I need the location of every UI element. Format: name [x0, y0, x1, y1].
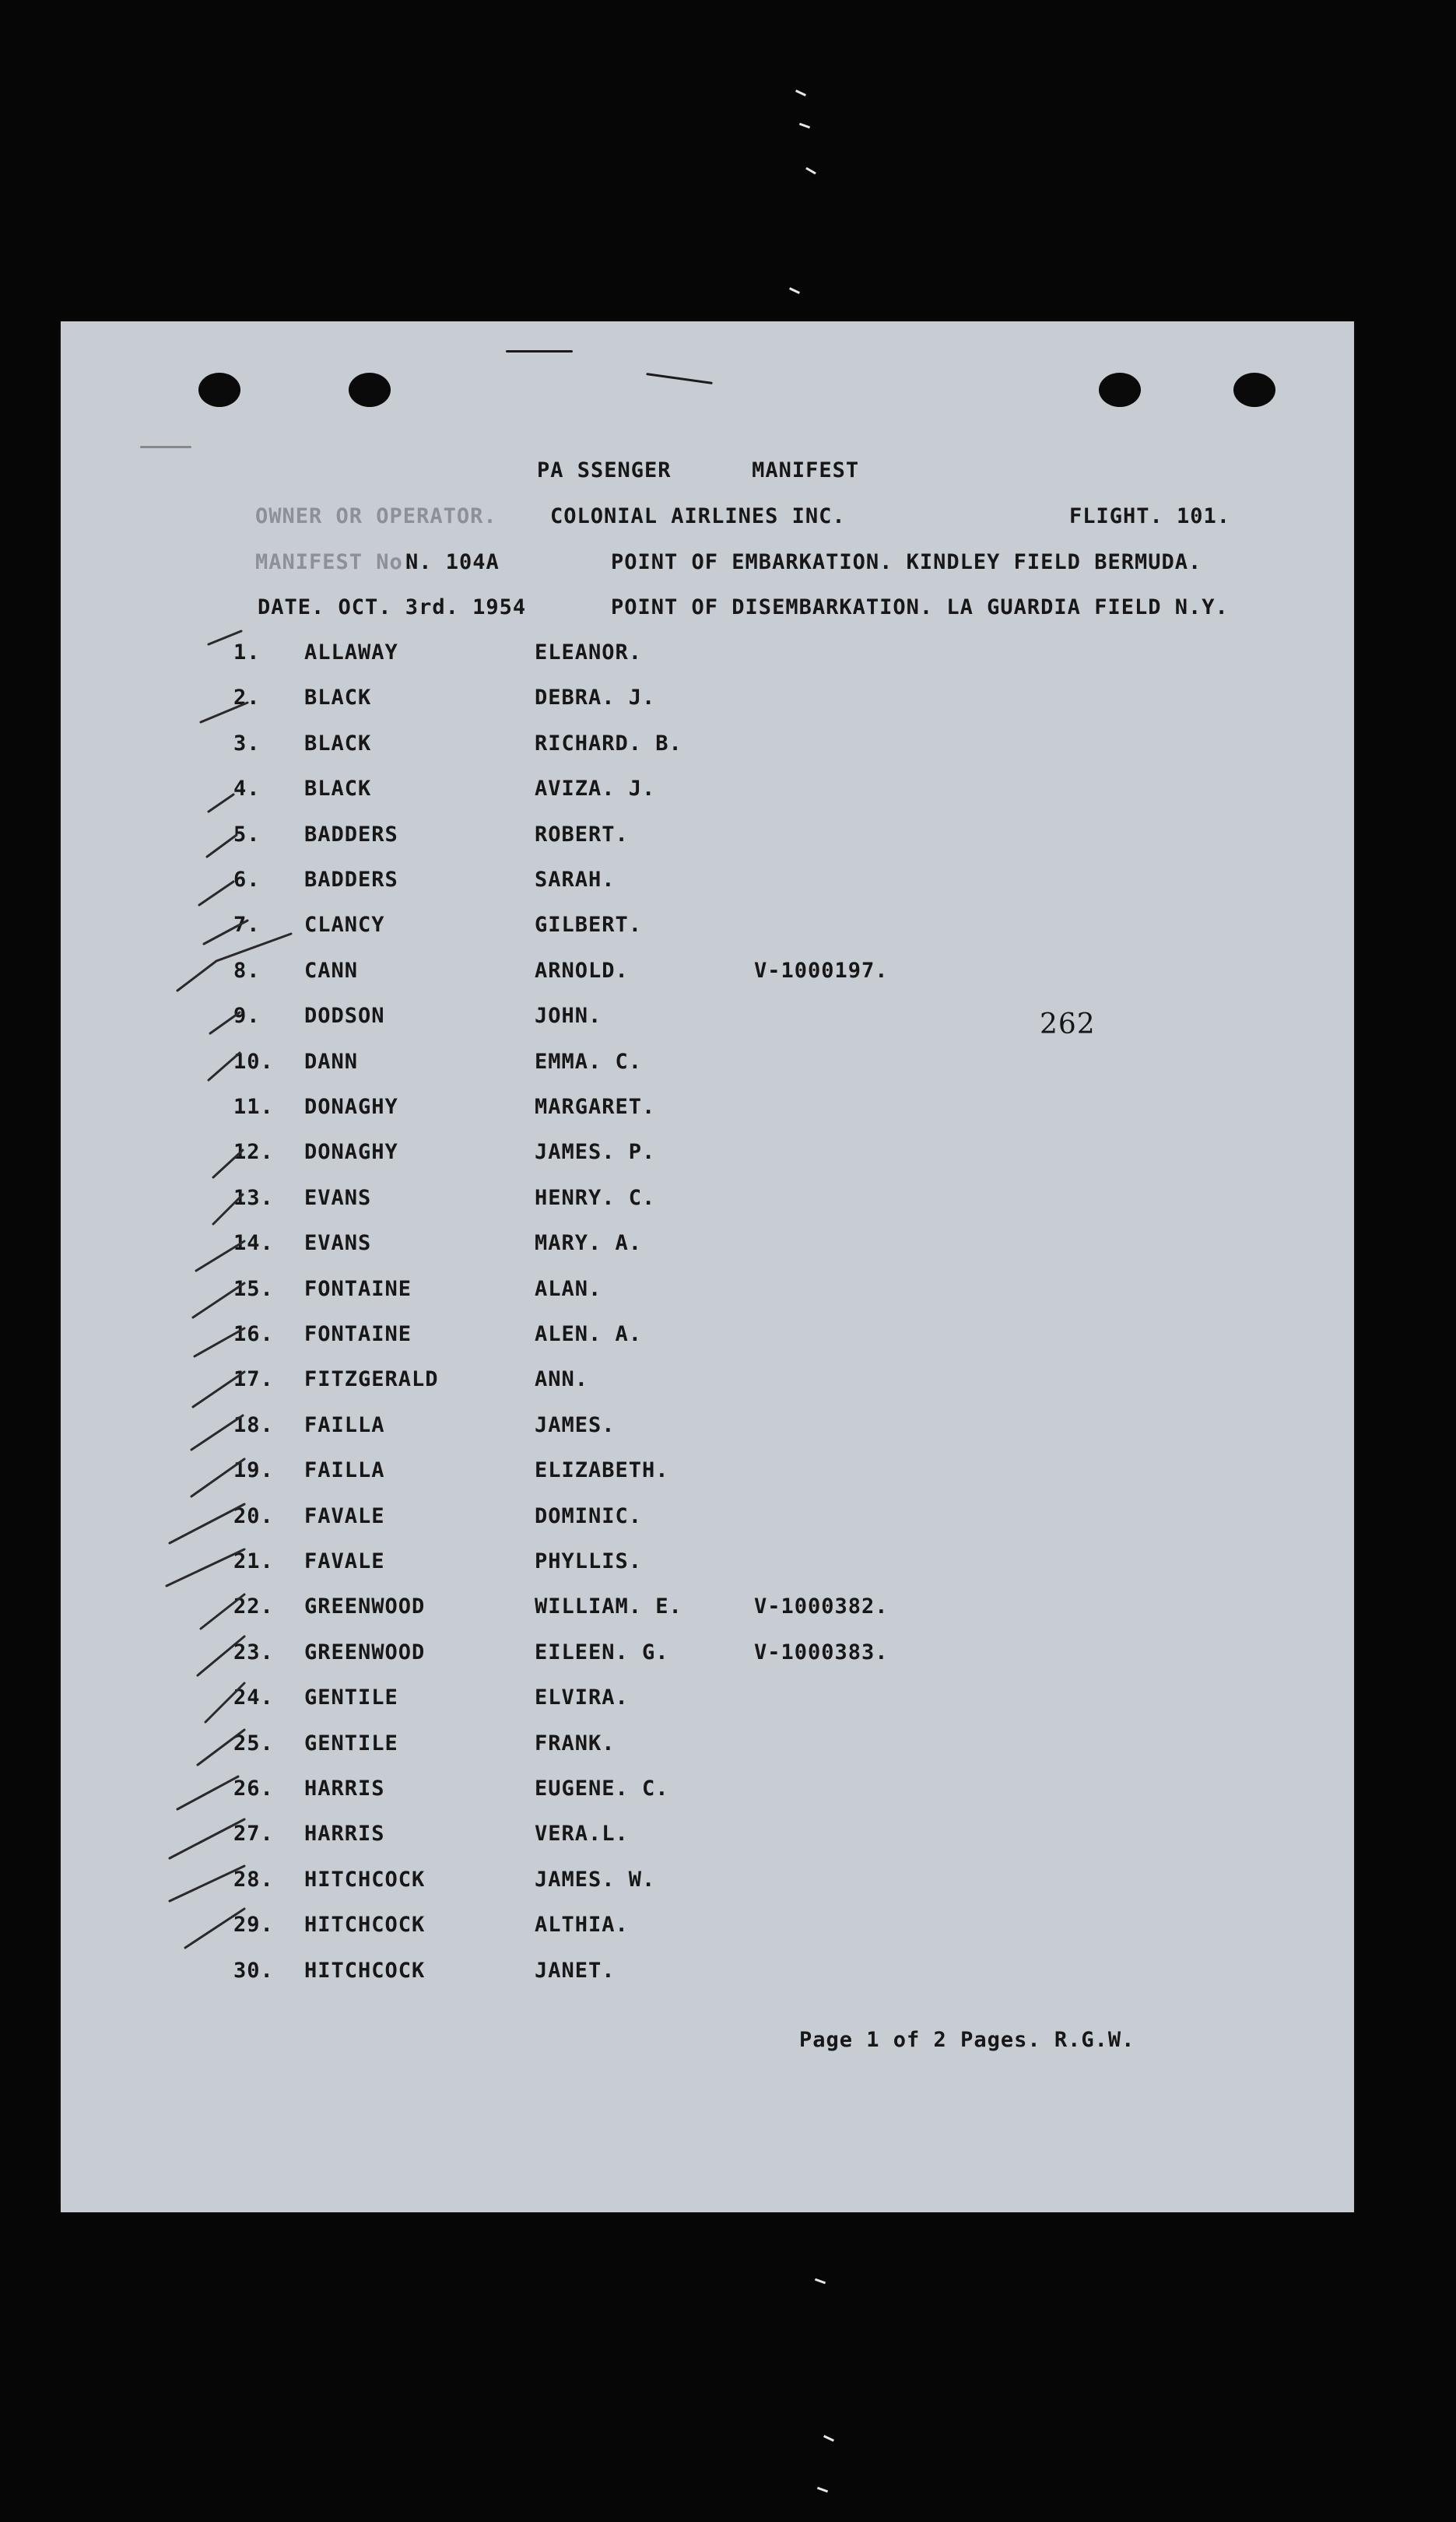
passenger-surname: GENTILE: [304, 1685, 398, 1710]
passenger-given-name: HENRY. C.: [535, 1186, 656, 1210]
page-stamp-number: 262: [1040, 1008, 1096, 1040]
passenger-surname: GREENWOOD: [304, 1594, 426, 1619]
passenger-number: 17.: [233, 1367, 274, 1391]
passenger-number: 27.: [233, 1822, 274, 1846]
passenger-given-name: AVIZA. J.: [535, 777, 656, 801]
passenger-given-name: RICHARD. B.: [535, 731, 682, 756]
passenger-number: 14.: [233, 1231, 274, 1255]
passenger-surname: FONTAINE: [304, 1277, 412, 1301]
passenger-number: 6.: [233, 868, 261, 892]
passenger-surname: DONAGHY: [304, 1140, 398, 1164]
passenger-surname: EVANS: [304, 1231, 372, 1255]
punch-hole: [349, 373, 391, 407]
passenger-number: 7.: [233, 913, 261, 937]
passenger-surname: FAVALE: [304, 1549, 385, 1573]
passenger-surname: HITCHCOCK: [304, 1868, 426, 1892]
passenger-number: 22.: [233, 1594, 274, 1619]
passenger-number: 18.: [233, 1413, 274, 1437]
passenger-given-name: JAMES. P.: [535, 1140, 656, 1164]
passenger-number: 20.: [233, 1504, 274, 1528]
passenger-number: 28.: [233, 1868, 274, 1892]
passenger-surname: CANN: [304, 959, 359, 983]
passenger-number: 4.: [233, 777, 261, 801]
scan-artifact: [823, 2435, 834, 2442]
passenger-given-name: EUGENE. C.: [535, 1777, 669, 1801]
passenger-number: 24.: [233, 1685, 274, 1710]
page-footer: Page 1 of 2 Pages. R.G.W.: [799, 2028, 1135, 2052]
passenger-surname: BLACK: [304, 686, 372, 710]
embarkation-point: POINT OF EMBARKATION. KINDLEY FIELD BERMUDA.: [611, 550, 1202, 574]
passenger-surname: CLANCY: [304, 913, 385, 937]
passenger-given-name: VERA.L.: [535, 1822, 629, 1846]
passenger-surname: DONAGHY: [304, 1095, 398, 1119]
passenger-number: 9.: [233, 1004, 261, 1028]
passenger-given-name: ARNOLD.: [535, 959, 629, 983]
passenger-given-name: PHYLLIS.: [535, 1549, 643, 1573]
passenger-surname: DANN: [304, 1050, 359, 1074]
disembarkation-point: POINT OF DISEMBARKATION. LA GUARDIA FIELD N.Y.: [611, 595, 1229, 619]
passenger-number: 5.: [233, 823, 261, 847]
passenger-surname: BLACK: [304, 777, 372, 801]
passenger-visa-number: V-1000197.: [754, 959, 889, 983]
passenger-given-name: ELIZABETH.: [535, 1458, 669, 1482]
punch-hole: [1233, 373, 1275, 407]
passenger-number: 13.: [233, 1186, 274, 1210]
passenger-number: 19.: [233, 1458, 274, 1482]
scan-artifact: [795, 89, 806, 96]
operator-value: COLONIAL AIRLINES INC.: [550, 504, 846, 528]
passenger-given-name: DEBRA. J.: [535, 686, 656, 710]
passenger-given-name: ALAN.: [535, 1277, 602, 1301]
passenger-number: 21.: [233, 1549, 274, 1573]
passenger-number: 25.: [233, 1731, 274, 1756]
passenger-given-name: JAMES.: [535, 1413, 616, 1437]
passenger-number: 10.: [233, 1050, 274, 1074]
passenger-given-name: ELVIRA.: [535, 1685, 629, 1710]
passenger-given-name: JOHN.: [535, 1004, 602, 1028]
passenger-number: 8.: [233, 959, 261, 983]
scan-artifact: [817, 2487, 828, 2493]
passenger-surname: HITCHCOCK: [304, 1913, 426, 1937]
passenger-visa-number: V-1000383.: [754, 1640, 889, 1664]
passenger-given-name: GILBERT.: [535, 913, 643, 937]
passenger-visa-number: V-1000382.: [754, 1594, 889, 1619]
passenger-surname: HARRIS: [304, 1822, 385, 1846]
passenger-surname: FITZGERALD: [304, 1367, 439, 1391]
passenger-number: 1.: [233, 640, 261, 665]
ink-mark: [646, 373, 713, 384]
passenger-surname: FAILLA: [304, 1458, 385, 1482]
passenger-number: 30.: [233, 1959, 274, 1983]
passenger-number: 12.: [233, 1140, 274, 1164]
passenger-surname: FAVALE: [304, 1504, 385, 1528]
scan-artifact: [789, 287, 800, 294]
ink-mark: [140, 446, 191, 448]
passenger-number: 23.: [233, 1640, 274, 1664]
passenger-given-name: ELEANOR.: [535, 640, 643, 665]
passenger-surname: HITCHCOCK: [304, 1959, 426, 1983]
scan-artifact: [805, 167, 816, 175]
flight-number: FLIGHT. 101.: [1069, 504, 1231, 528]
manifest-title: PA SSENGER MANIFEST: [537, 458, 860, 482]
manifest-number: N. 104A: [405, 550, 500, 574]
passenger-surname: BLACK: [304, 731, 372, 756]
passenger-given-name: MARY. A.: [535, 1231, 643, 1255]
date-field: DATE. OCT. 3rd. 1954: [258, 595, 527, 619]
scan-artifact: [799, 123, 810, 129]
passenger-given-name: ROBERT.: [535, 823, 629, 847]
passenger-given-name: ALEN. A.: [535, 1322, 643, 1346]
passenger-given-name: JANET.: [535, 1959, 616, 1983]
passenger-surname: GENTILE: [304, 1731, 398, 1756]
passenger-number: 16.: [233, 1322, 274, 1346]
passenger-number: 26.: [233, 1777, 274, 1801]
passenger-surname: ALLAWAY: [304, 640, 398, 665]
passenger-given-name: ANN.: [535, 1367, 589, 1391]
passenger-given-name: EILEEN. G.: [535, 1640, 669, 1664]
passenger-given-name: ALTHIA.: [535, 1913, 629, 1937]
passenger-surname: GREENWOOD: [304, 1640, 426, 1664]
passenger-number: 11.: [233, 1095, 274, 1119]
passenger-given-name: SARAH.: [535, 868, 616, 892]
passenger-given-name: DOMINIC.: [535, 1504, 643, 1528]
passenger-surname: EVANS: [304, 1186, 372, 1210]
passenger-surname: FONTAINE: [304, 1322, 412, 1346]
passenger-number: 3.: [233, 731, 261, 756]
operator-label: OWNER OR OPERATOR.: [255, 504, 497, 528]
passenger-surname: BADDERS: [304, 868, 398, 892]
passenger-surname: HARRIS: [304, 1777, 385, 1801]
punch-hole: [1099, 373, 1141, 407]
passenger-given-name: FRANK.: [535, 1731, 616, 1756]
passenger-given-name: JAMES. W.: [535, 1868, 656, 1892]
scan-artifact: [815, 2278, 826, 2285]
ink-mark: [506, 350, 573, 353]
passenger-given-name: EMMA. C.: [535, 1050, 643, 1074]
passenger-given-name: WILLIAM. E.: [535, 1594, 682, 1619]
passenger-given-name: MARGARET.: [535, 1095, 656, 1119]
punch-hole: [198, 373, 240, 407]
manifest-page: [61, 321, 1354, 2212]
passenger-number: 15.: [233, 1277, 274, 1301]
passenger-surname: DODSON: [304, 1004, 385, 1028]
passenger-number: 29.: [233, 1913, 274, 1937]
passenger-surname: FAILLA: [304, 1413, 385, 1437]
manifest-number-label: MANIFEST No.: [255, 550, 417, 574]
passenger-number: 2.: [233, 686, 261, 710]
passenger-surname: BADDERS: [304, 823, 398, 847]
